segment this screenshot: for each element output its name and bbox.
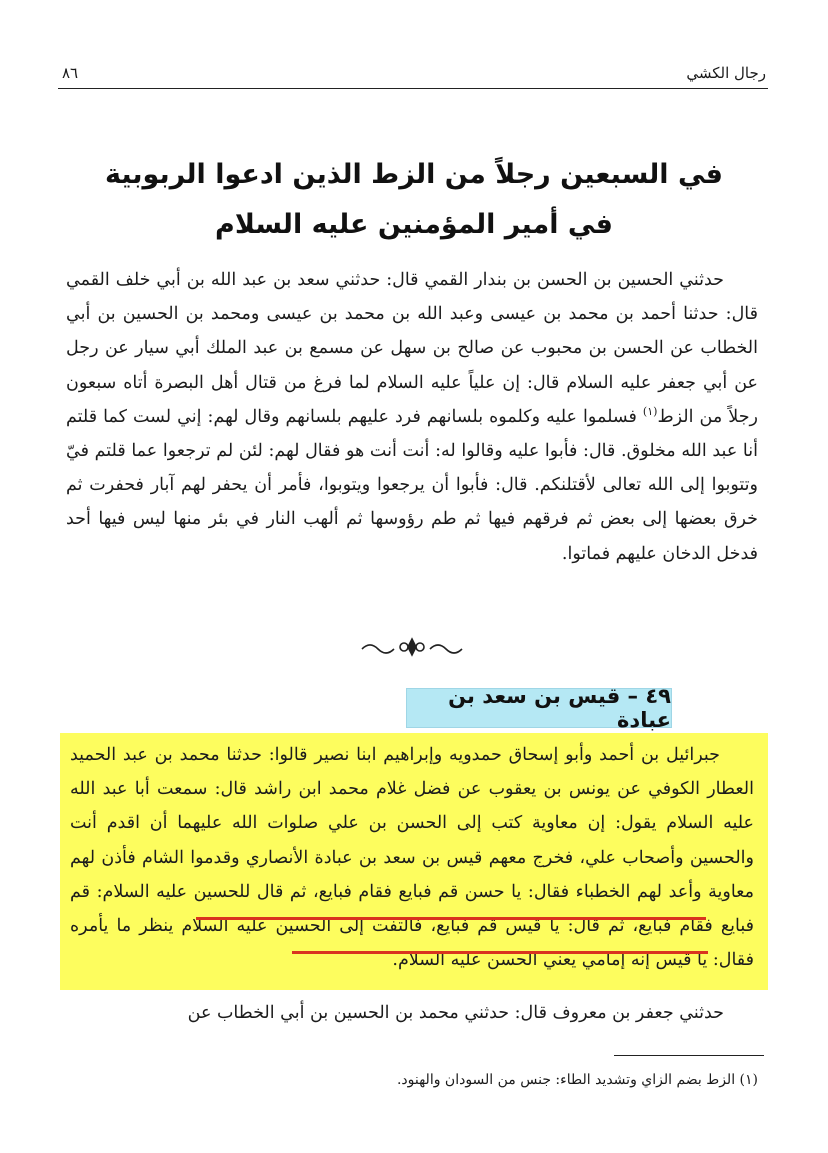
- paragraph-text: حدثني جعفر بن معروف قال: حدثني محمد بن الحسين بن أبي الخطاب عن: [187, 1003, 724, 1023]
- footnote: (١) الزط بضم الزاي وتشديد الطاء: جنس من السودان والهنود.: [396, 1072, 758, 1088]
- page-number: ٨٦: [62, 64, 79, 82]
- red-underline-1: [196, 917, 706, 920]
- running-header: [62, 62, 766, 84]
- paragraph-text: جبرائيل بن أحمد وأبو إسحاق حمدويه وإبراهيم ابنا نصير قالوا: حدثنا محمد بن عبد الحميد العطار الكوفي عن يونس بن يعقوب عن فضل غلام محمد ابن راشد قال: سمعت أبا عبد الله عليه السلام يقول: إن معاوية كتب إلى الحسن بن علي صلوات الله عليهما أن اقدم أنت والحسين وأصحاب علي، فخرج معهم قيس بن سعد بن عبادة الأنصاري وقدموا الشام فأذن لهم معاوية وأعد لهم الخطباء فقال: يا حسن قم فبايع فقام فبايع، ثم قال للحسين عليه السلام: قم فبايع فقام فبايع، ثم قال: يا قيس قم فبايع، فالتفت إلى الحسين عليه السلام ينظر ما يأمره فقال: يا قيس إنه إمامي يعني الحسن عليه السلام.: [70, 745, 754, 971]
- header-rule: [58, 88, 768, 89]
- running-header-title: رجال الكشي: [686, 64, 766, 82]
- red-underline-2: [292, 951, 708, 954]
- paragraph-next-narration: [66, 996, 758, 1030]
- paragraph-qays-narration: [70, 738, 754, 977]
- section-heading-text: ٤٩ – قيس بن سعد بن عبادة: [448, 684, 671, 732]
- paragraph-zutt-narration: [66, 263, 758, 571]
- footnote-reference[interactable]: (١): [642, 404, 658, 418]
- paragraph-text-part-2: فسلموا عليه وكلموه بلسانهم فرد عليهم بلسانهم وقال لهم: إني لست كما قلتم أنا عبد الله مخلوق. قال: فأبوا عليه وقالوا له: أنت أنت هو فقال لهم: لئن لم ترجعوا عما قلتم فيّ وتتوبوا إلى الله تعالى لأقتلنكم. قال: فأبوا أن يرجعوا ويتوبوا، فأمر أن يحفر لهم آبار فحفرت ثم خرق بعضها إلى بعض ثم فرقهم فيها ثم طم رؤوسها ثم ألهب النار في بئر منها ليس فيها أحد فدخل الدخان عليهم فماتوا.: [66, 406, 758, 564]
- chapter-heading: [70, 150, 758, 250]
- chapter-heading-line-2: في أمير المؤمنين عليه السلام: [215, 209, 613, 240]
- paragraph-text-part-1: حدثني الحسين بن الحسن بن بندار القمي قال: حدثني سعد بن عبد الله بن أبي خلف القمي قال: حدثنا أحمد بن محمد بن عيسى وعبد الله بن محمد بن عيسى ومحمد بن الحسين بن أبي الخطاب عن الحسن بن محبوب عن صالح بن سهل عن مسمع بن عبد الملك أبي سيار عن رجل عن أبي جعفر عليه السلام قال: إن علياً عليه السلام لما فرغ من قتال أهل البصرة أتاه سبعون رجلاً من الزط: [66, 270, 758, 427]
- chapter-heading-line-1: في السبعين رجلاً من الزط الذين ادعوا الربوبية: [105, 159, 723, 190]
- ornament-divider-icon: [360, 636, 464, 658]
- footnote-rule: [614, 1055, 764, 1056]
- paragraph-text: [66, 263, 758, 571]
- section-heading-qays: [406, 684, 672, 732]
